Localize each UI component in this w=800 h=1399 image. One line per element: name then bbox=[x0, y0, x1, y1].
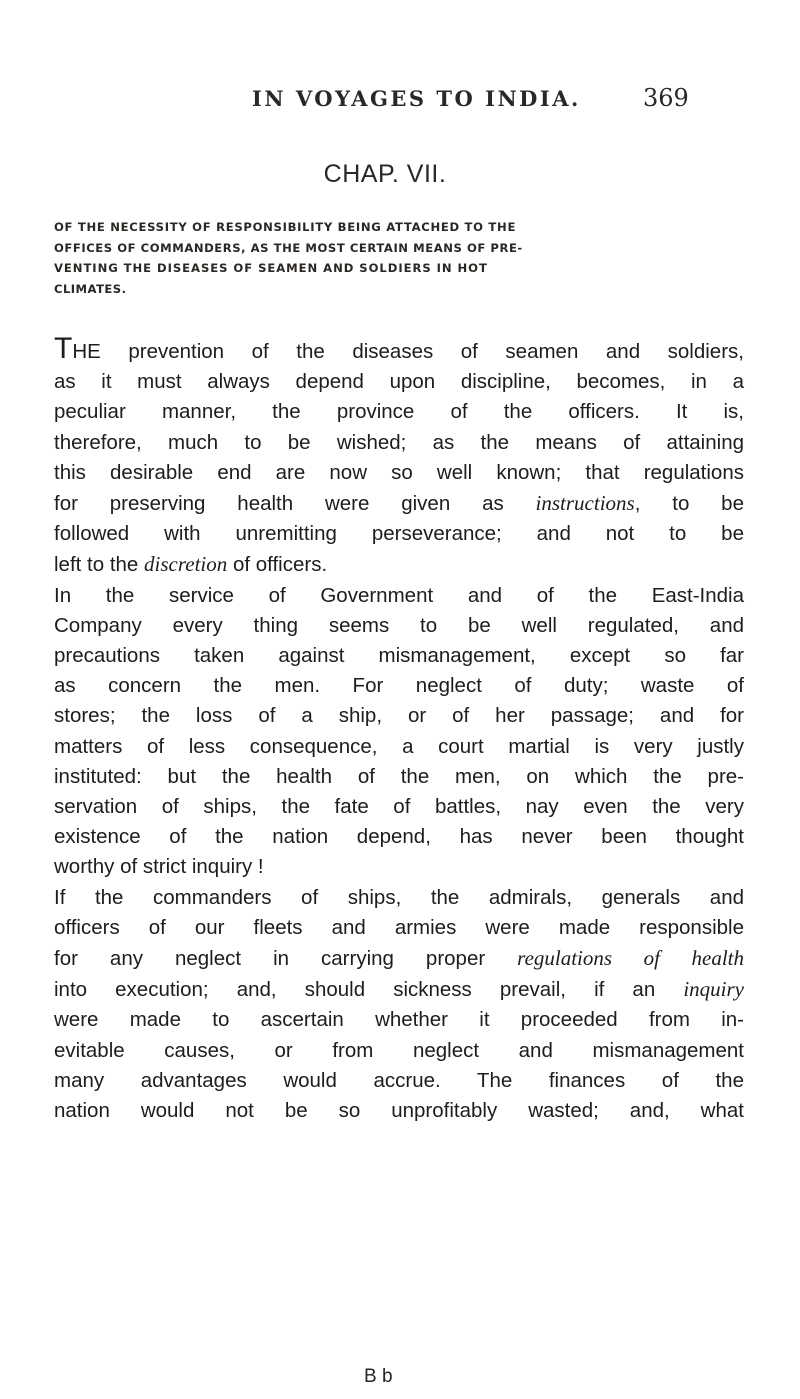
body-line bbox=[54, 943, 744, 974]
summary-line: VENTING THE DISEASES OF SEAMEN AND SOLDIERS IN HOT bbox=[54, 261, 488, 275]
body-line: peculiar manner, the province of the officers. It is, bbox=[54, 400, 744, 424]
body-line: this desirable end are now so well known; that regulations bbox=[54, 460, 744, 484]
body-line bbox=[54, 974, 744, 1005]
signature-mark: B b bbox=[364, 1366, 393, 1387]
body-line: as concern the men. For neglect of duty; waste of bbox=[54, 674, 744, 698]
chapter-title: CHAP. VII. bbox=[323, 160, 447, 188]
body-line bbox=[54, 488, 744, 519]
body-line: Company every thing seems to be well regulated, and bbox=[54, 613, 744, 637]
body-line: evitable causes, or from neglect and mismanagement bbox=[54, 1038, 744, 1062]
summary-line: OF THE NECESSITY OF RESPONSIBILITY BEING ATTACHED TO THE bbox=[54, 220, 517, 234]
body-line-text: for preserving health were given as bbox=[54, 492, 536, 516]
body-line bbox=[54, 549, 744, 580]
page-number: 369 bbox=[643, 84, 689, 112]
body-line-text: for any neglect in carrying proper bbox=[54, 947, 518, 971]
body-line-text: into execution; and, should sickness prevail, if an bbox=[54, 978, 684, 1002]
body-line: existence of the nation depend, has never been thought bbox=[54, 825, 744, 849]
body-line-text: of officers. bbox=[227, 553, 328, 577]
body-line: instituted: but the health of the men, on which the pre- bbox=[54, 764, 744, 788]
body-line-text: HE prevention of the diseases of seamen and soldiers, bbox=[72, 340, 744, 363]
body-line: servation of ships, the fate of battles, nay even the very bbox=[54, 795, 744, 819]
body-line: worthy of strict inquiry ! bbox=[54, 855, 264, 879]
body-line: therefore, much to be wished; as the means of attaining bbox=[54, 430, 744, 454]
summary-line: OFFICES OF COMMANDERS, AS THE MOST CERTAIN MEANS OF PRE- bbox=[54, 240, 523, 255]
body-line: officers of our fleets and armies were made responsible bbox=[54, 915, 744, 939]
running-head: IN VOYAGES TO INDIA. bbox=[252, 86, 581, 111]
body-line: In the service of Government and of the East-India bbox=[54, 583, 744, 607]
chapter-summary bbox=[54, 217, 744, 299]
body-line bbox=[54, 332, 744, 367]
italic-text: regulations of health bbox=[517, 946, 744, 971]
body-line: matters of less consequence, a court martial is very justly bbox=[54, 734, 744, 758]
body-line: many advantages would accrue. The finances of the bbox=[54, 1068, 744, 1092]
drop-cap: T bbox=[54, 332, 73, 365]
italic-text: discretion bbox=[144, 552, 228, 577]
body-text bbox=[54, 332, 744, 1126]
italic-text: instructions bbox=[535, 491, 635, 516]
body-line: were made to ascertain whether it proceeded from in- bbox=[54, 1008, 744, 1032]
body-line-text: , to be bbox=[634, 492, 744, 516]
body-line-text: left to the bbox=[54, 553, 145, 577]
body-line: followed with unremitting perseverance; and not to be bbox=[54, 522, 744, 546]
body-line: stores; the loss of a ship, or of her passage; and for bbox=[54, 704, 744, 728]
body-line: If the commanders of ships, the admirals, generals and bbox=[54, 885, 744, 909]
body-line: precautions taken against mismanagement, except so far bbox=[54, 644, 744, 668]
body-line: as it must always depend upon discipline, becomes, in a bbox=[54, 370, 744, 394]
body-line: nation would not be so unprofitably wasted; and, what bbox=[54, 1099, 744, 1123]
summary-line: CLIMATES. bbox=[54, 281, 127, 296]
italic-text: inquiry bbox=[683, 977, 744, 1002]
